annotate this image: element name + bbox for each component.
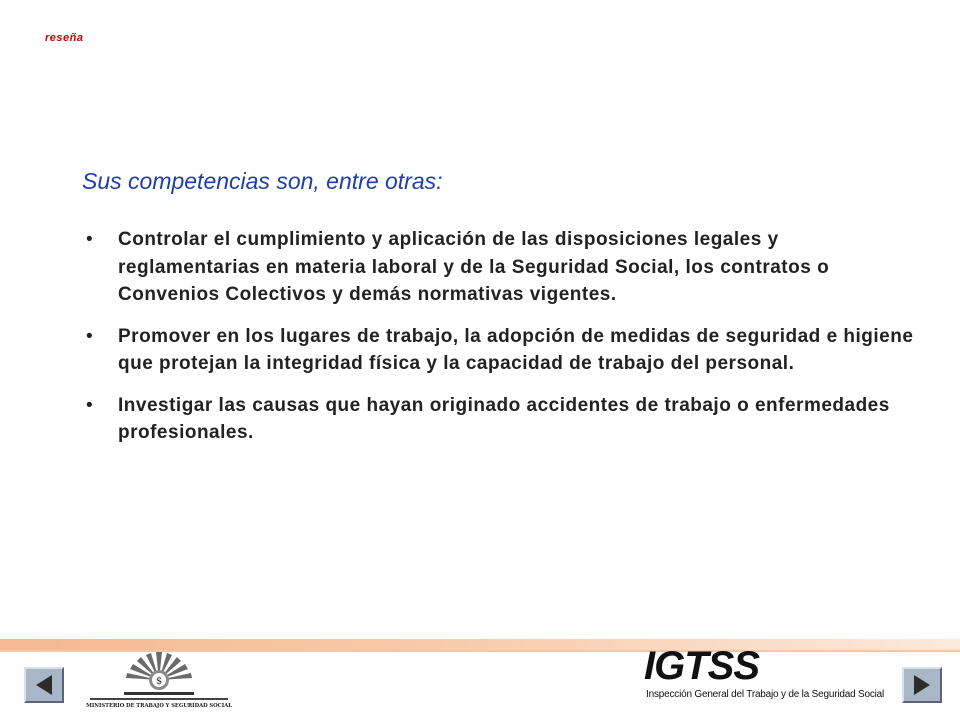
ministry-logo-caption: MINISTERIO DE TRABAJO Y SEGURIDAD SOCIAL [86, 703, 232, 709]
previous-slide-button[interactable] [24, 667, 64, 703]
svg-text:$: $ [155, 676, 163, 687]
bullet-icon: • [86, 394, 94, 416]
list-item [82, 226, 922, 309]
list-item-text: Investigar las causas que hayan originado accidentes de trabajo o enfermedades profesionales. [118, 394, 890, 444]
list-item [82, 323, 922, 378]
igtss-brand [644, 646, 884, 706]
list-item-text: Controlar el cumplimiento y aplicación de las disposiciones legales y reglamentarias en materia laboral y de la Seguridad Social, los contratos o Convenios Colectivos y demás normativas vigentes. [118, 229, 830, 306]
section-tag: reseña [45, 32, 84, 44]
competencies-list [82, 226, 922, 461]
bullet-icon: • [86, 325, 94, 347]
list-item [82, 392, 922, 447]
ministry-logo [84, 646, 234, 710]
list-item-text: Promover en los lugares de trabajo, la adopción de medidas de seguridad e higiene que protejan la integridad física y la capacidad de trabajo del personal. [118, 325, 914, 375]
next-slide-button[interactable] [902, 667, 942, 703]
brand-subtitle: Inspección General del Trabajo y de la Seguridad Social [646, 689, 885, 700]
arrow-right-icon [914, 675, 930, 695]
brand-title: IGTSS [644, 644, 760, 688]
bullet-icon: • [86, 229, 94, 250]
slide-heading: Sus competencias son, entre otras: [82, 168, 443, 194]
arrow-left-icon [36, 675, 52, 695]
